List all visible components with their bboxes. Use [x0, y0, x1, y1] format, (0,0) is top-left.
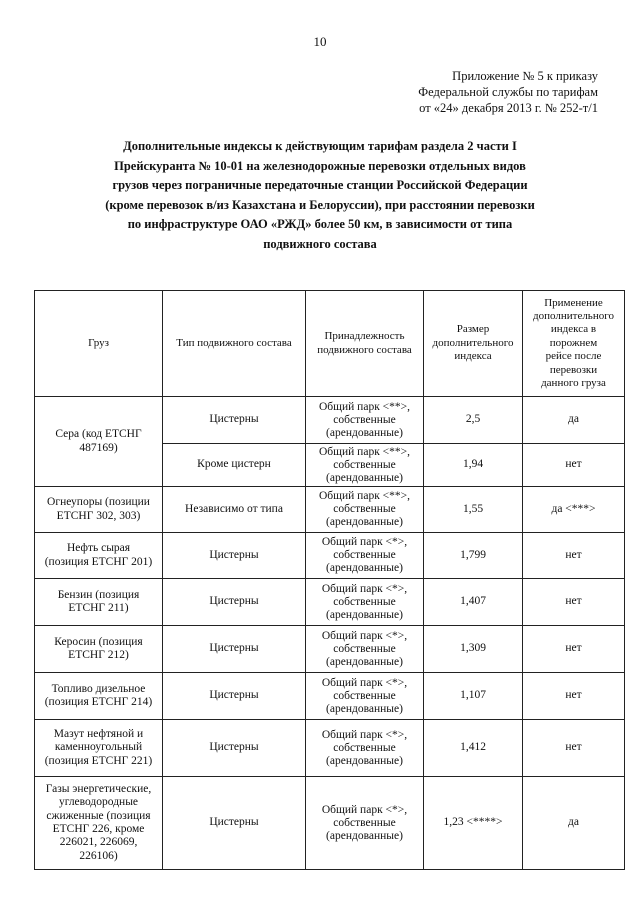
- cell-index: 1,412: [424, 720, 523, 777]
- cell-index: 1,94: [424, 444, 523, 487]
- cell-line: каменноугольный: [54, 741, 143, 754]
- cell-empty-return: нет: [523, 579, 625, 626]
- cell-cargo: [35, 777, 163, 870]
- header-line: подвижного состава: [317, 343, 412, 356]
- title-line: Прейскуранта № 10-01 на железнодорожные перевозки отдельных видов: [114, 158, 526, 173]
- document-title: [50, 137, 590, 254]
- table-row: [35, 720, 625, 777]
- cell-line: (арендованные): [326, 829, 403, 842]
- title-line: по инфраструктуре ОАО «РЖД» более 50 км, в зависимости от типа: [127, 217, 513, 231]
- header-line: Принадлежность: [324, 330, 405, 343]
- cell-index: 1,107: [424, 673, 523, 720]
- cell-line: ЕТСНГ 302, 303): [56, 509, 141, 522]
- cell-line: Керосин (позиция: [54, 635, 143, 648]
- cell-ownership: [306, 579, 424, 626]
- title-line: подвижного состава: [263, 236, 377, 251]
- cell-line: собственные: [333, 549, 396, 561]
- header-line: данного груза: [541, 377, 606, 390]
- cell-line: собственные: [333, 595, 396, 608]
- cell-line: (арендованные): [326, 471, 403, 484]
- cell-line: Газы энергетические,: [45, 782, 152, 795]
- cell-line: (арендованные): [326, 655, 403, 668]
- cell-line: собственные: [333, 689, 396, 702]
- cell-line: Бензин (позиция: [57, 588, 140, 601]
- cell-cargo: [35, 397, 163, 487]
- header-line: дополнительного: [533, 309, 614, 322]
- cell-line: Общий парк <*>,: [321, 536, 408, 548]
- cell-ownership: [306, 397, 424, 444]
- header-line: индекса: [454, 350, 492, 363]
- cell-line: (позиция ЕТСНГ 214): [44, 696, 153, 708]
- header-index-size: [424, 291, 523, 397]
- header-line: индекса в: [550, 323, 597, 336]
- title-line: грузов через пограничные передаточные станции Российской Федерации: [112, 178, 528, 192]
- header-empty-return: [523, 291, 625, 397]
- cell-type: Независимо от типа: [163, 487, 306, 533]
- cell-line: Общий парк <*>,: [321, 728, 408, 741]
- cell-line: углеводородные: [58, 796, 139, 809]
- cell-type: Цистерны: [163, 673, 306, 720]
- cell-type: Цистерны: [163, 720, 306, 777]
- header-line: порожнем: [549, 336, 598, 349]
- cell-line: (арендованные): [326, 754, 403, 767]
- table-row: [35, 626, 625, 673]
- cell-line: собственные: [333, 816, 396, 829]
- cell-line: Огнеупоры (позиции: [47, 496, 150, 509]
- title-line: (кроме перевозок в/из Казахстана и Белоруссии), при расстоянии перевозки: [105, 197, 535, 212]
- cell-type: Цистерны: [163, 397, 306, 444]
- cell-line: собственные: [333, 503, 396, 515]
- cell-line: Мазут нефтяной и: [53, 727, 144, 740]
- cell-line: (арендованные): [326, 562, 403, 574]
- header-cargo: Груз: [35, 291, 163, 397]
- cell-line: собственные: [333, 413, 396, 426]
- cell-line: 487169): [79, 441, 118, 454]
- cell-cargo: [35, 533, 163, 579]
- cell-line: ЕТСНГ 212): [68, 649, 129, 661]
- cell-line: собственные: [333, 642, 396, 655]
- cell-cargo: [35, 579, 163, 626]
- cell-cargo: [35, 720, 163, 777]
- cell-line: Общий парк <*>,: [321, 803, 408, 816]
- table-row: [35, 777, 625, 870]
- header-line: рейсе после: [545, 350, 602, 363]
- annex-reference: [338, 68, 598, 116]
- cell-index: 2,5: [424, 397, 523, 444]
- cell-empty-return: нет: [523, 673, 625, 720]
- cell-line: Сера (код ЕТСНГ: [55, 428, 142, 441]
- table-row: [35, 397, 625, 444]
- cell-line: Топливо дизельное: [51, 682, 146, 695]
- cell-index: 1,309: [424, 626, 523, 673]
- cell-type: Цистерны: [163, 579, 306, 626]
- cell-ownership: [306, 777, 424, 870]
- header-ownership: [306, 291, 424, 397]
- cell-line: 226106): [79, 849, 118, 862]
- cell-index: 1,799: [424, 533, 523, 579]
- cell-line: Общий парк <*>,: [321, 582, 408, 595]
- cell-line: 226021, 226069,: [59, 836, 138, 849]
- cell-line: ЕТСНГ 226, кроме: [52, 823, 145, 835]
- table-row: [35, 533, 625, 579]
- cell-cargo: [35, 487, 163, 533]
- cell-empty-return: да <***>: [523, 487, 625, 533]
- cell-type: Цистерны: [163, 533, 306, 579]
- cell-type: Кроме цистерн: [163, 444, 306, 487]
- cell-index: 1,55: [424, 487, 523, 533]
- cell-line: (позиция ЕТСНГ 201): [44, 555, 153, 568]
- cell-line: Общий парк <**>,: [318, 445, 410, 458]
- cell-empty-return: да: [523, 777, 625, 870]
- cell-ownership: [306, 444, 424, 487]
- cell-empty-return: нет: [523, 533, 625, 579]
- cell-line: (арендованные): [326, 516, 403, 528]
- cell-line: Общий парк <**>,: [318, 490, 410, 502]
- page-number: 10: [313, 34, 327, 49]
- cell-line: собственные: [333, 741, 396, 754]
- header-line: дополнительного: [432, 336, 514, 349]
- table-header-row: [35, 291, 625, 397]
- cell-empty-return: да: [523, 397, 625, 444]
- cell-line: Нефть сырая: [66, 542, 131, 555]
- annex-line: от «24» декабря 2013 г. № 252-т/1: [419, 101, 598, 115]
- cell-line: (арендованные): [326, 426, 403, 439]
- cell-ownership: [306, 673, 424, 720]
- annex-line: Федеральной службы по тарифам: [418, 85, 598, 99]
- cell-empty-return: нет: [523, 444, 625, 487]
- cell-index: 1,23 <****>: [424, 777, 523, 870]
- cell-line: Общий парк <**>,: [318, 400, 410, 413]
- cell-ownership: [306, 720, 424, 777]
- cell-cargo: [35, 673, 163, 720]
- cell-line: (арендованные): [326, 702, 403, 715]
- cell-ownership: [306, 487, 424, 533]
- header-line: перевозки: [549, 363, 598, 376]
- cell-cargo: [35, 626, 163, 673]
- cell-type: Цистерны: [163, 626, 306, 673]
- cell-line: Общий парк <*>,: [321, 676, 408, 689]
- annex-line: Приложение № 5 к приказу: [452, 69, 598, 83]
- cell-line: Общий парк <*>,: [321, 629, 408, 642]
- header-line: Размер: [456, 323, 490, 336]
- cell-type: Цистерны: [163, 777, 306, 870]
- cell-line: сжиженные (позиция: [46, 809, 151, 822]
- cell-empty-return: нет: [523, 720, 625, 777]
- cell-line: (арендованные): [326, 608, 403, 621]
- title-line: Дополнительные индексы к действующим тарифам раздела 2 части I: [123, 139, 517, 153]
- cell-ownership: [306, 533, 424, 579]
- cell-line: ЕТСНГ 211): [68, 602, 129, 614]
- cell-line: собственные: [333, 458, 396, 471]
- cell-ownership: [306, 626, 424, 673]
- tariff-index-table: [34, 290, 625, 870]
- table-row: [35, 673, 625, 720]
- cell-empty-return: нет: [523, 626, 625, 673]
- header-rolling-stock-type: Тип подвижного состава: [163, 291, 306, 397]
- header-line: Применение: [544, 296, 603, 309]
- cell-index: 1,407: [424, 579, 523, 626]
- table-row: [35, 579, 625, 626]
- cell-line: (позиция ЕТСНГ 221): [44, 754, 153, 767]
- table-row: [35, 487, 625, 533]
